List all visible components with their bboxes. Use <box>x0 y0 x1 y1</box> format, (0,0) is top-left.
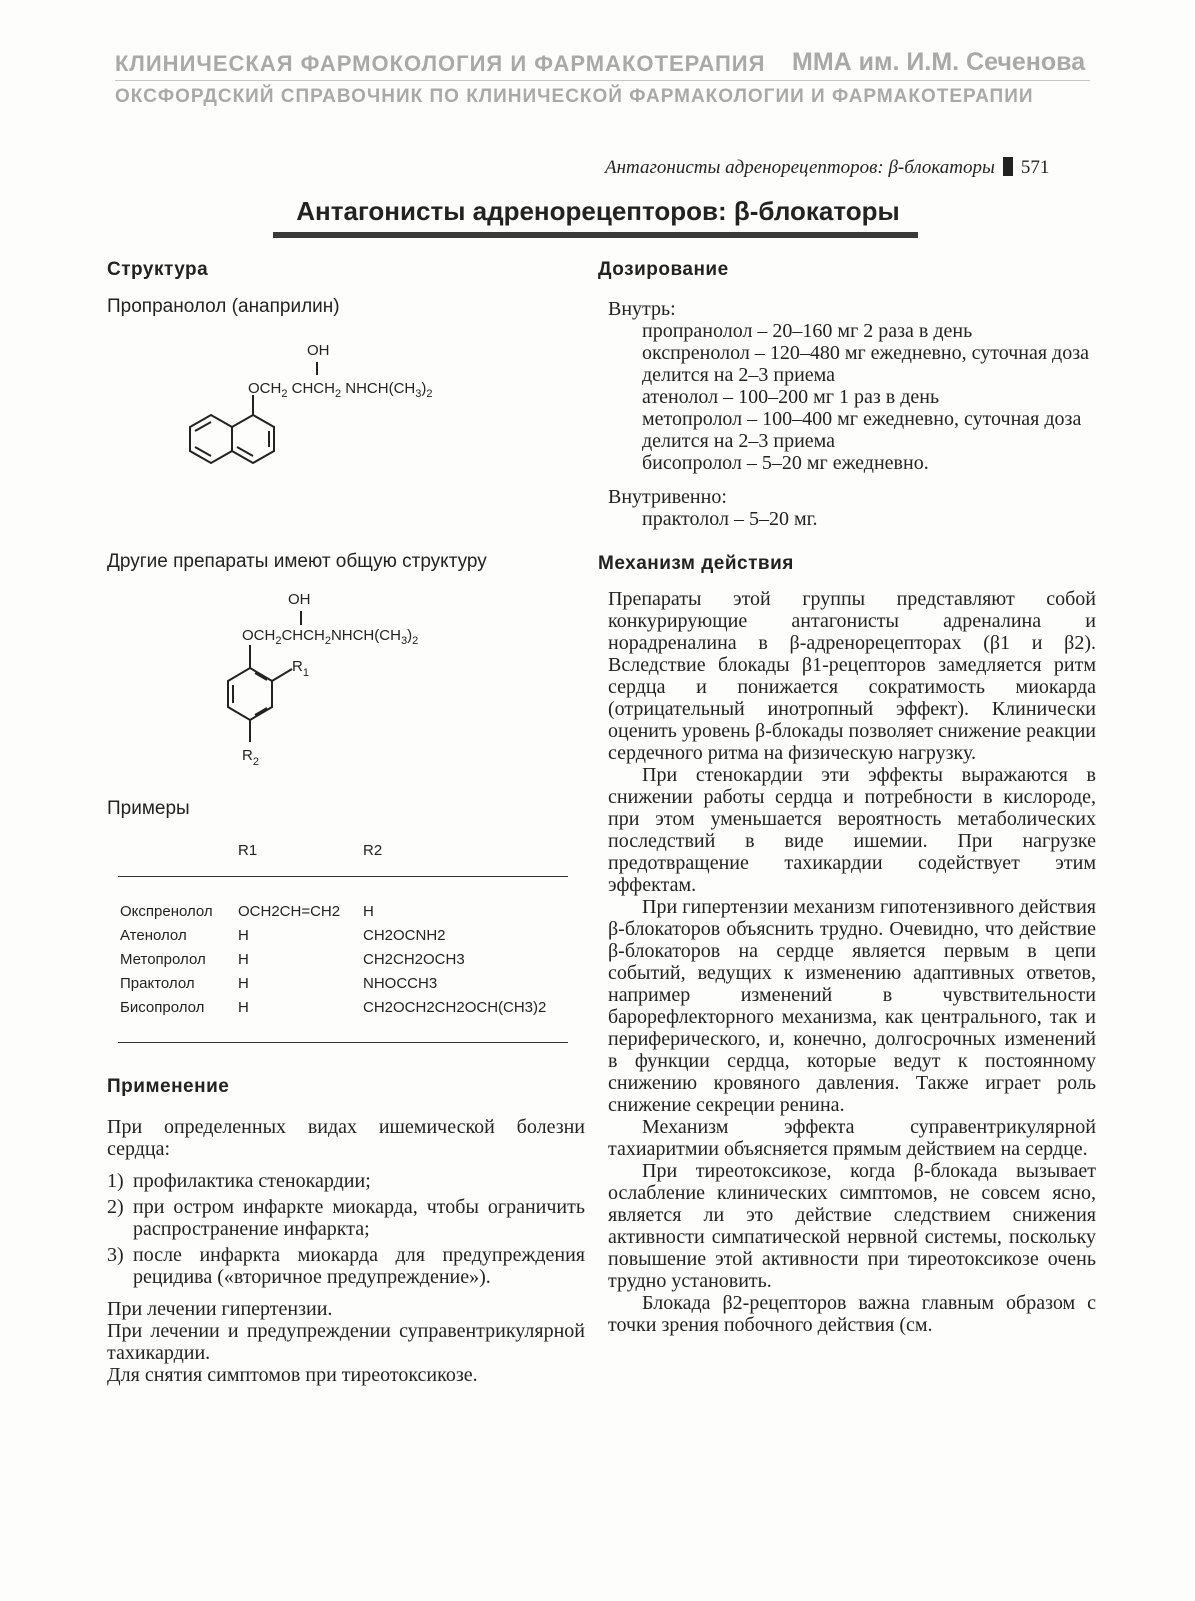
mechanism-paragraph: Препараты этой группы представляют собой конкурирующие антагонисты адреналина и норадреналина в β-адренорецепторах (β1 и β2). Вследствие блокады β1-рецепторов замедляется ритм сердца и понижается сократимость миокарда (отрицательный инотропный эффект). Клинически оценить уровень β-блокады позволяет снижение реакции сердечного ритма на физическую нагрузку. <box>608 588 1096 764</box>
list-item-number: 2) <box>107 1196 124 1218</box>
iv-label: Внутривенно: <box>608 486 727 508</box>
dose-line: практолол – 5–20 мг. <box>642 508 818 530</box>
table-header-r2: R2 <box>363 842 383 859</box>
list-item-text: при остром инфаркте миокарда, чтобы ограничить распространение инфаркта; <box>133 1196 585 1240</box>
dose-line: метопролол – 100–400 мг ежедневно, суточная доза делится на 2–3 приема <box>642 408 1082 452</box>
table-cell-r1: H <box>238 927 249 944</box>
table-cell-drug: Атенолол <box>120 927 187 944</box>
list-item <box>107 1170 585 1192</box>
dose-line: атенолол – 100–200 мг 1 раз в день <box>642 386 940 408</box>
mechanism-paragraph: Механизм эффекта суправентрикулярной тахиаритмии объясняется прямым действием на сердце. <box>608 1116 1096 1160</box>
dosing-body <box>608 298 1096 530</box>
mechanism-paragraph: При стенокардии эти эффекты выражаются в снижении работы сердца и потребности в кислороде, при этом уменьшается вероятность метаболических последствий в виде ишемии. При нагрузке предотвращение тахикардии содействует этим эффектам. <box>608 764 1096 896</box>
table-cell-r2: CH2CH2OCH3 <box>363 951 465 968</box>
dose-line: бисопролол – 5–20 мг ежедневно. <box>642 452 929 474</box>
table-cell-r1: H <box>238 951 249 968</box>
table-cell-r1: OCH2CH=CH2 <box>238 903 341 920</box>
propranolol-chain-label: $OCH_2$ $CHCH_2$ $NHCH(CH_3)_2$ <box>248 380 433 400</box>
list-item <box>107 1196 585 1240</box>
propranolol-oh-label: OH <box>307 342 330 359</box>
watermark-divider <box>115 80 1090 81</box>
page-title: Антагонисты адренорецепторов: β-блокаторы <box>296 196 900 226</box>
application-intro: При определенных видах ишемической болезни сердца: <box>107 1116 585 1160</box>
general-chain-label: $OCH_2CHCH_2NHCH(CH_3)_2$ <box>242 627 419 647</box>
page-number: 571 <box>1020 157 1050 178</box>
title-rule <box>273 232 918 238</box>
table-cell-r2: H <box>363 903 374 920</box>
dose-line: пропранолол – 20–160 мг 2 раза в день <box>642 320 973 342</box>
mechanism-heading: Механизм действия <box>598 553 794 574</box>
propranolol-caption: Пропранолол (анаприлин) <box>107 296 340 317</box>
running-head <box>605 157 1095 179</box>
mechanism-paragraph: При тиреотоксикозе, когда β-блокада вызывает ослабление клинических симптомов, не совсем ясно, является ли это действие следствием снижения активности симпатической нервной системы, поскольку повышение этой активности при тиреотоксикозе очень трудно установить. <box>608 1160 1096 1292</box>
general-r1-label: $R_1$ <box>292 658 309 679</box>
table-cell-r2: CH2OCH2CH2OCH(CH3)2 <box>363 999 547 1016</box>
general-structure-caption: Другие препараты имеют общую структуру <box>107 551 487 572</box>
list-item-number: 1) <box>107 1170 124 1192</box>
general-oh-label: OH <box>288 591 311 608</box>
watermark-line1-left: КЛИНИЧЕСКАЯ ФАРМОКОЛОГИЯ И ФАРМАКОТЕРАПИЯ <box>115 51 766 76</box>
list-item-text: после инфаркта миокарда для предупреждения рецидива («вторичное предупреждение»). <box>133 1244 585 1288</box>
table-top-rule <box>118 876 568 877</box>
table-cell-r2: CH2OCNH2 <box>363 927 446 944</box>
mechanism-paragraph: При гипертензии механизм гипотензивного действия β-блокаторов объяснить трудно. Очевидно, что действие β-блокаторов на сердце является первым в цепи событий, ведущих к изменению адаптивных ответов, например изменений в чувствительности барорефлекторного механизма, как центрального, так и периферического, и, конечно, долгосрочных изменений в функции сердца, которые ведут к постоянному снижению кровяного давления. Также играет роль снижение секреции ренина. <box>608 896 1096 1116</box>
list-item-number: 3) <box>107 1244 124 1266</box>
list-item <box>107 1244 585 1288</box>
table-cell-drug: Практолол <box>120 975 195 992</box>
general-r2-label: $R_2$ <box>242 747 259 768</box>
table-cell-drug: Бисопролол <box>120 999 205 1016</box>
table-bottom-rule <box>118 1042 568 1043</box>
application-extra: При лечении гипертензии. <box>107 1298 333 1320</box>
examples-heading: Примеры <box>107 798 190 819</box>
application-heading: Применение <box>107 1076 230 1097</box>
application-list <box>107 1170 585 1288</box>
watermark-line2: ОКСФОРДСКИЙ СПРАВОЧНИК ПО КЛИНИЧЕСКОЙ ФАРМАКОЛОГИИ И ФАРМАКОТЕРАПИИ <box>115 86 1034 107</box>
table-cell-r1: H <box>238 999 249 1016</box>
table-cell-r1: H <box>238 975 249 992</box>
table-cell-drug: Окспренолол <box>120 903 213 920</box>
table-cell-drug: Метопролол <box>120 951 206 968</box>
application-body <box>107 1116 585 1386</box>
list-item-text: профилактика стенокардии; <box>133 1170 371 1192</box>
structure-heading: Структура <box>107 259 209 280</box>
mechanism-paragraph: Блокада β2-рецепторов важна главным образом с точки зрения побочного действия (см. <box>608 1292 1096 1336</box>
table-header-r1: R1 <box>238 842 258 859</box>
general-structure <box>200 585 480 780</box>
application-extra: При лечении и предупреждении суправентрикулярной тахикардии. <box>107 1320 585 1364</box>
dosing-heading: Дозирование <box>598 259 729 280</box>
application-extra: Для снятия симптомов при тиреотоксикозе. <box>107 1364 478 1386</box>
mechanism-body <box>608 588 1096 1336</box>
running-head-text: Антагонисты адренорецепторов: β-блокаторы <box>605 157 995 178</box>
running-head-block-icon <box>1003 157 1013 176</box>
table-cell-r2: NHOCCH3 <box>363 975 438 992</box>
oral-label: Внутрь: <box>608 298 676 320</box>
propranolol-structure <box>180 335 480 475</box>
dose-line: окспренолол – 120–480 мг ежедневно, суточная доза делится на 2–3 приема <box>642 342 1089 386</box>
watermark-line1-right: ММА им. И.М. Сеченова <box>792 48 1086 76</box>
